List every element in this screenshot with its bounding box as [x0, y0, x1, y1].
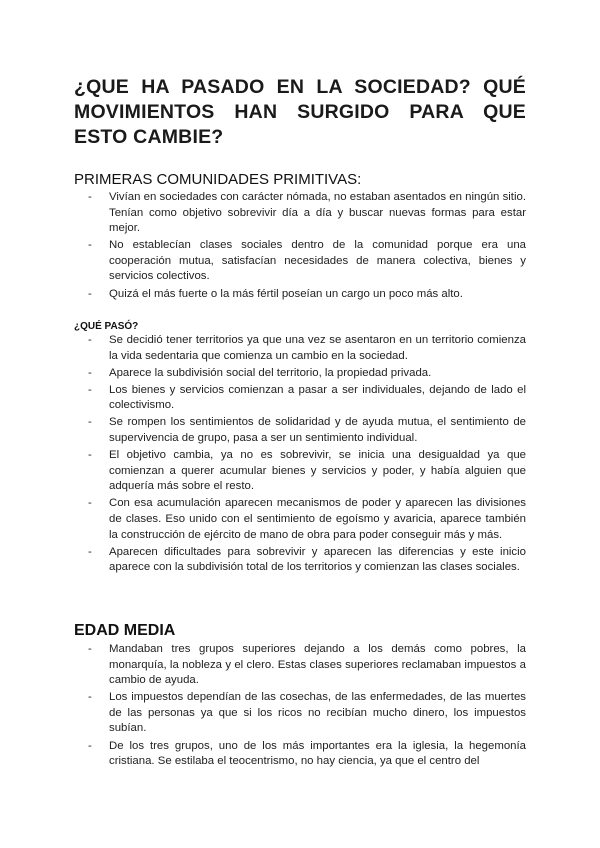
bullet-dash: -	[88, 191, 92, 203]
list-item-text: Vivían en sociedades con carácter nómada, no estaban asentados en ningún sitio. Tenían como objetivo sobrevivir día a día y buscar nuevas formas para estar mejor.	[109, 191, 526, 235]
section-heading-what-happened: ¿QUÉ PASÓ?	[74, 321, 139, 332]
what-happened-list	[88, 333, 526, 577]
list-item	[88, 333, 526, 364]
bullet-dash: -	[88, 239, 92, 252]
list-item-text: Los impuestos dependían de las cosechas, de las enfermedades, de las muertes de las personas ya que si los ricos no recibían mucho dinero, los impuestos subían.	[109, 691, 526, 735]
list-item-text: Quizá el más fuerte o la más fértil poseían un cargo un poco más alto.	[109, 287, 463, 300]
bullet-dash: -	[88, 545, 92, 558]
bullet-dash: -	[88, 383, 92, 396]
list-item-text: Aparecen dificultades para sobrevivir y aparecen las diferencias y este inicio aparece con la subdivisión total de los territorios y comienzan las clases sociales.	[109, 545, 526, 574]
section-heading-middle-ages: EDAD MEDIA	[74, 622, 176, 639]
list-item-text: Se decidió tener territorios ya que una vez se asentaron en un territorio comienza la vida sedentaria que comienza un cambio en la sociedad.	[109, 334, 526, 362]
list-item-text: El objetivo cambia, ya no es sobrevivir, se inicia una desigualdad ya que comienzan a querer acumular bienes y servicios y poder, y había alguien que adquería más sobre el resto.	[109, 449, 526, 493]
list-item	[88, 496, 526, 543]
list-item	[88, 739, 526, 770]
list-item-text: Con esa acumulación aparecen mecanismos de poder y aparecen las divisiones de clases. Eso unido con el sentimiento de egoísmo y avaricia, aparece también la construcción de ejército de mano de obra para poder conseguir más y más.	[109, 497, 526, 541]
primitive-communities-list	[88, 190, 526, 304]
list-item-text: Aparece la subdivisión social del territorio, la propiedad privada.	[109, 366, 432, 379]
bullet-dash: -	[88, 449, 92, 462]
list-item-text: No establecían clases sociales dentro de la comunidad porque era una cooperación mutua, satisfacían necesidades de manera colectiva, bienes y servicios colectivos.	[109, 239, 526, 283]
bullet-dash: -	[88, 366, 92, 379]
list-item	[88, 190, 526, 237]
list-item	[88, 287, 526, 303]
list-item	[88, 448, 526, 495]
document-title: ¿QUE HA PASADO EN LA SOCIEDAD? QUÉ MOVIMIENTOS HAN SURGIDO PARA QUE ESTO CAMBIE?	[74, 76, 526, 148]
list-item	[88, 545, 526, 576]
list-item	[88, 238, 526, 285]
list-item-text: De los tres grupos, uno de los más importantes era la iglesia, la hegemonía cristiana. Se estilaba el teocentrismo, no hay ciencia, ya que el centro del	[109, 739, 526, 768]
list-item	[88, 366, 526, 382]
list-item-text: Mandaban tres grupos superiores dejando a los demás como pobres, la monarquía, la nobleza y el clero. Estas clases superiores reclamaban impuestos a cambio de ayuda.	[109, 643, 526, 687]
list-item-text: Los bienes y servicios comienzan a pasar a ser individuales, dejando de lado el colectivismo.	[109, 383, 526, 412]
bullet-dash: -	[88, 334, 92, 346]
bullet-dash: -	[88, 643, 92, 655]
bullet-dash: -	[88, 739, 92, 752]
list-item-text: Se rompen los sentimientos de solidaridad y de ayuda mutua, el sentimiento de supervivencia de grupo, pasa a ser un sentimiento individual.	[109, 416, 526, 445]
list-item	[88, 690, 526, 737]
list-item	[88, 415, 526, 446]
list-item	[88, 642, 526, 689]
list-item	[88, 383, 526, 414]
bullet-dash: -	[88, 691, 92, 704]
bullet-dash: -	[88, 416, 92, 429]
section-heading-primitive-communities: PRIMERAS COMUNIDADES PRIMITIVAS:	[74, 171, 362, 188]
bullet-dash: -	[88, 287, 92, 300]
bullet-dash: -	[88, 497, 92, 510]
middle-ages-list	[88, 642, 526, 771]
